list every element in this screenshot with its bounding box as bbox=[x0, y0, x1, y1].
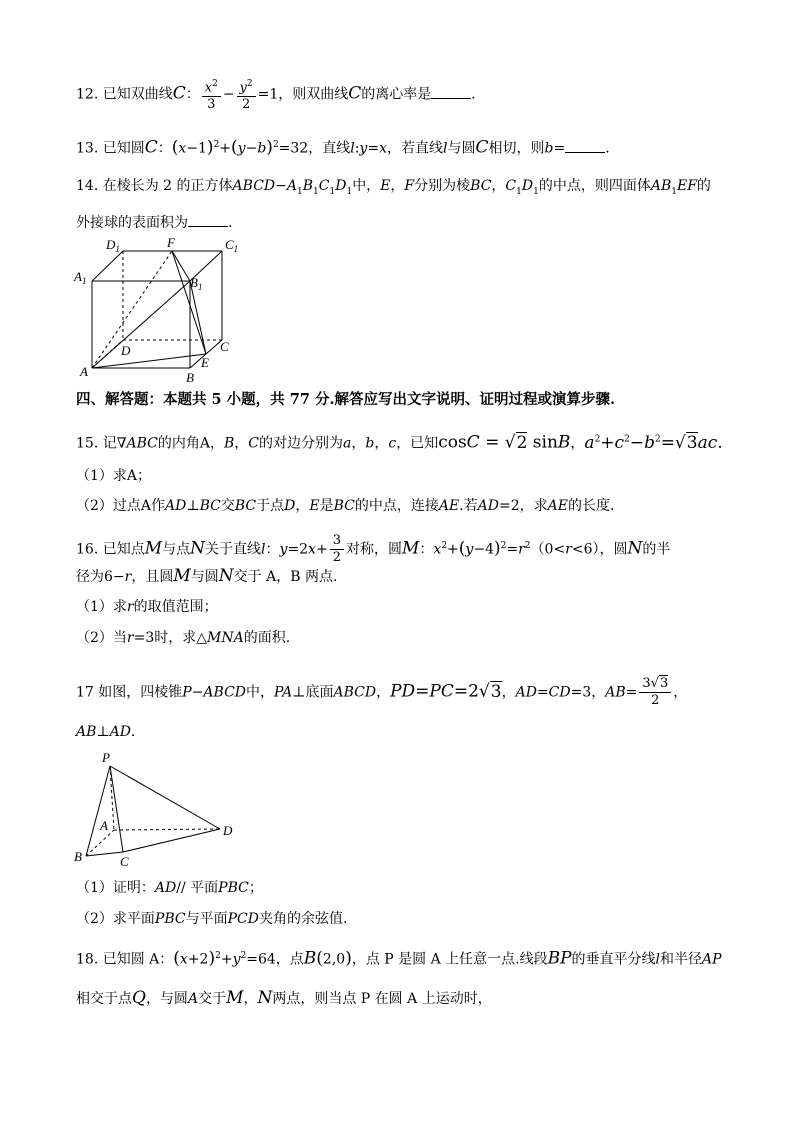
pyramid-label-C: C bbox=[120, 854, 129, 869]
pyramid-label-B: B bbox=[74, 849, 82, 864]
question-14-line2: 外接球的表面积为 . bbox=[76, 215, 233, 231]
question-17-sub1: （1）证明：AD// 平面PBC； bbox=[76, 880, 263, 896]
question-16-line1: 16. 已知点M与点N关于直线l：y=2x+ $\frac{3}{2}$ 对称，圆M：$x^2+(y-4)^2=r^2(0<r<6)$，圆N的半 bbox=[76, 533, 671, 565]
question-15-line1: 15. 记∇ABC的内角A，B，C的对边分别为a，b，c，已知cosC = √2 sinB，$a^2+c^2-b^2=√3ac$. bbox=[76, 432, 723, 453]
question-17-line1: 17 如图，四棱锥P−ABCD中，PA⊥底面ABCD，PD=PC=2√3，AD=CD=3，AB= $\frac{3√3}{2}$ ， bbox=[76, 676, 688, 708]
section-4-header: 四、解答题：本题共 5 小题，共 77 分.解答应写出文字说明、证明过程或演算步骤. bbox=[76, 391, 616, 408]
question-18-line1: 18. 已知圆 A：$(x+2)^2+y^2=64$，点B(2,0)，点 P 是圆 A 上任意一点.线段BP的垂直平分线l和半径AP bbox=[76, 948, 722, 969]
answer-blank-12 bbox=[431, 86, 471, 99]
cube-label-D: D bbox=[121, 343, 131, 358]
question-16-sub2: （2）当r=3时，求△MNA的面积. bbox=[76, 630, 291, 646]
pyramid-label-D: D bbox=[223, 823, 233, 838]
question-12: 12. 已知双曲线C： $\frac{x^2}{3}$ − $\frac{y^2}{2}$ =1，则双曲线C的离心率是 . bbox=[76, 76, 476, 113]
pyramid-label-A: A bbox=[100, 818, 108, 833]
cube-label-E: E bbox=[201, 355, 209, 370]
cube-label-A1: $A_1$ bbox=[74, 269, 87, 286]
question-15-sub1: （1）求A； bbox=[76, 468, 152, 484]
question-15-sub2: （2）过点A作AD⊥BC交BC于点D，E是BC的中点，连接AE.若AD=2，求AE的长度. bbox=[76, 498, 615, 514]
pyramid-label-P: P bbox=[102, 750, 110, 765]
question-16-sub1: （1）求r的取值范围； bbox=[76, 599, 218, 615]
cube-label-B1: $B_1$ bbox=[190, 275, 203, 292]
cube-label-D1: $D_1$ bbox=[106, 237, 120, 254]
question-18-line2: 相交于点Q，与圆A交于M，N两点，则当点 P 在圆 A 上运动时， bbox=[76, 988, 492, 1008]
cube-label-B: B bbox=[186, 370, 194, 385]
cube-label-C1: $C_1$ bbox=[225, 237, 239, 254]
question-13: 13. 已知圆C：$(x-1)^2+(y-b)^2=32$，直线l:y=x，若直线l与圆C相切，则b= . bbox=[76, 137, 610, 158]
question-17-line2: AB⊥AD. bbox=[76, 724, 136, 740]
question-16-line2: 径为6−r，且圆M与圆N交于 A，B 两点. bbox=[76, 566, 338, 586]
answer-blank-14 bbox=[188, 214, 228, 227]
cube-figure bbox=[70, 235, 250, 385]
cube-label-A: A bbox=[80, 364, 88, 379]
pyramid-figure bbox=[70, 748, 250, 873]
cube-label-F: F bbox=[167, 235, 175, 250]
cube-label-C: C bbox=[220, 339, 229, 354]
question-14-line1: 14. 在棱长为 2 的正方体$ABCD-A_1B_1C_1D_1$中，E，F分别为棱BC，$C_1D_1$的中点，则四面体$AB_1EF$的 bbox=[76, 178, 711, 197]
answer-blank-13 bbox=[565, 140, 605, 153]
question-17-sub2: （2）求平面PBC与平面PCD夹角的余弦值. bbox=[76, 911, 348, 927]
